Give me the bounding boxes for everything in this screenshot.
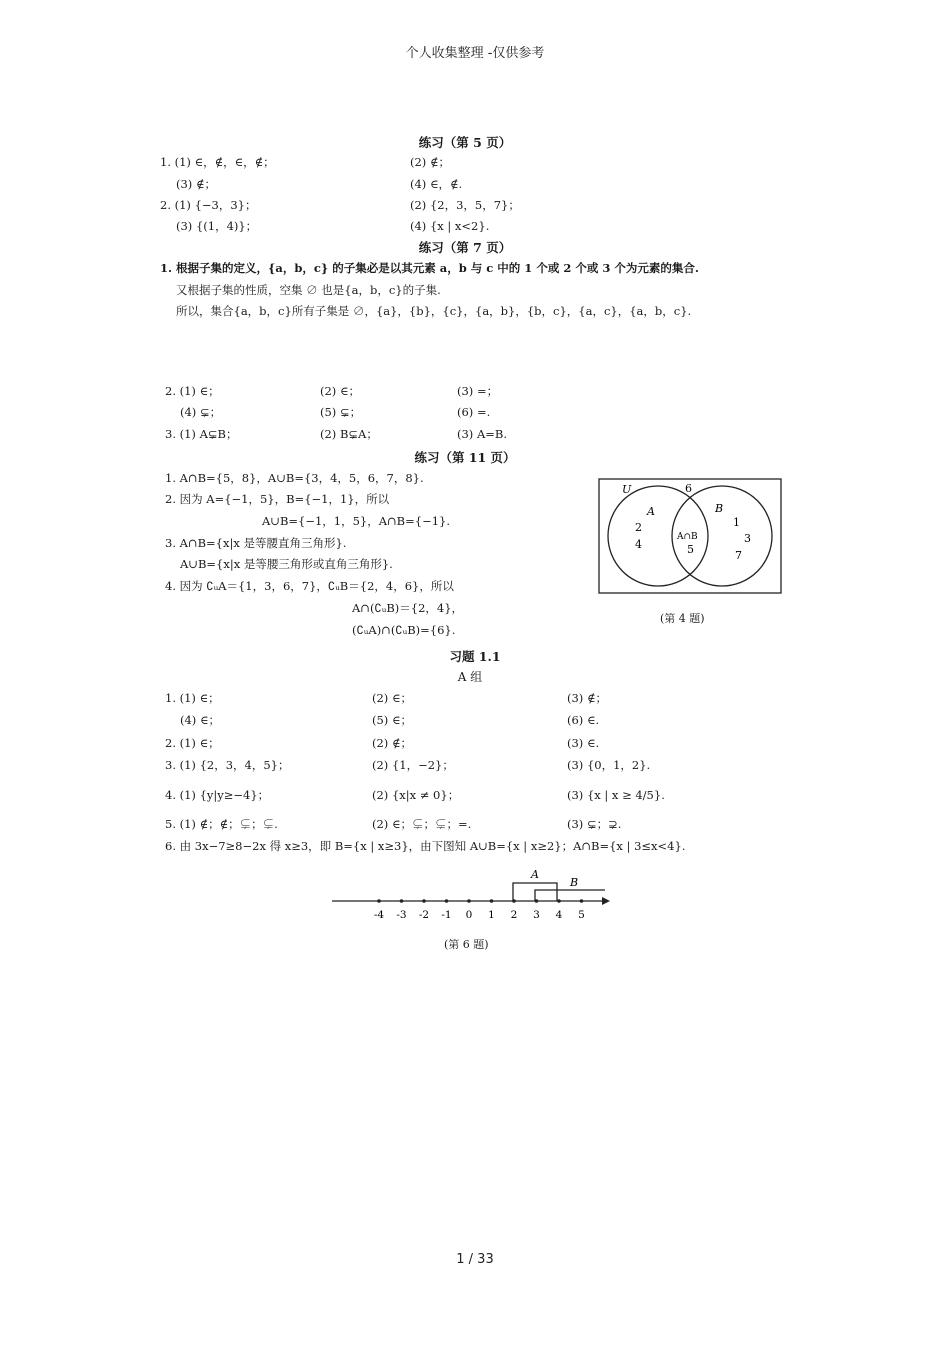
tick-mark <box>422 899 426 903</box>
answer-line: 2. 因为 A={−1，5}，B={−1，1}，所以 <box>165 492 390 506</box>
venn-label-five: 5 <box>687 543 694 556</box>
answer-line: 2. (1) ∈； <box>165 384 220 398</box>
tick-mark <box>557 899 561 903</box>
tick-label: -2 <box>418 909 430 921</box>
venn-label-u: U <box>622 483 632 496</box>
answer-line: A∪B={x|x 是等腰三角形或直角三角形}. <box>180 557 393 571</box>
exercise-title: 习题 1.1 <box>449 649 501 664</box>
section-title-p7: 练习（第 7 页） <box>418 240 512 255</box>
answer-line: (2) {2，3，5，7}； <box>410 198 520 212</box>
tick-label: 0 <box>465 909 473 921</box>
tick-label: -1 <box>441 909 452 921</box>
answer-line: 4. 因为 ∁ᵤA＝{1，3，6，7}，∁ᵤB＝{2，4，6}，所以 <box>165 579 454 593</box>
answer-line: 2. (1) {−3，3}； <box>160 198 257 212</box>
answer-line: (2) ∈；⊊；⊊；=. <box>372 817 472 831</box>
answer-line: 1. A∩B={5，8}，A∪B={3，4，5，6，7，8}. <box>165 471 424 485</box>
tick-label: -3 <box>396 909 407 921</box>
venn-label-intersection: A∩B <box>677 532 698 542</box>
answer-line: (5) ∈； <box>372 713 412 727</box>
tick-label: 1 <box>488 909 495 921</box>
answer-line: (2) ∉； <box>372 736 412 750</box>
answer-line: 1. (1) ∈； <box>165 691 220 705</box>
answer-line: (6) ∈. <box>567 713 600 727</box>
paragraph-line: 1. 根据子集的定义，{a，b，c} 的子集必是以其元素 a，b 与 c 中的 1 个或 2 个或 3 个为元素的集合. <box>160 261 699 275</box>
set-a-label: A <box>531 868 539 881</box>
answer-line: A∩(∁ᵤB)＝{2，4}， <box>352 601 464 615</box>
page-number: 1 / 33 <box>456 1252 494 1267</box>
venn-label-one: 1 <box>733 516 740 529</box>
answer-line: 5. (1) ∉；∉；⊊；⊊. <box>165 817 278 831</box>
tick-mark <box>580 899 584 903</box>
answer-line: (3) ∉； <box>567 691 607 705</box>
venn-label-b: B <box>715 502 724 515</box>
section-title-p5: 练习（第 5 页） <box>418 135 512 150</box>
answer-line: (6) =. <box>457 405 491 419</box>
answer-line: (3) {x | x ≥ 4/5}. <box>567 788 665 802</box>
paragraph-line: 所以，集合{a，b，c}所有子集是 ∅，{a}，{b}，{c}，{a，b}，{b，c}，{a，c}，{a，b，c}. <box>176 304 692 318</box>
tick-label: 4 <box>555 909 563 921</box>
page-header: 个人收集整理 -仅供参考 <box>405 46 545 61</box>
answer-line: 4. (1) {y|y≥−4}； <box>165 788 270 802</box>
set-b-label: B <box>570 876 579 889</box>
section-title-p11: 练习（第 11 页） <box>414 450 516 465</box>
tick-mark <box>535 899 539 903</box>
axis-arrow-icon <box>602 897 610 905</box>
answer-line: 3. (1) {2，3，4，5}； <box>165 758 290 772</box>
answer-line: (∁ᵤA)∩(∁ᵤB)={6}. <box>352 623 456 637</box>
answer-line: (4) ⊊； <box>180 405 222 419</box>
answer-line: (5) ⊊； <box>320 405 362 419</box>
answer-line: 3. (1) A⊊B； <box>165 427 238 441</box>
venn-diagram <box>598 478 782 594</box>
tick-mark <box>377 899 381 903</box>
answer-line: (4) {x | x<2}. <box>410 219 490 233</box>
answer-line: (3) ∉； <box>176 177 216 191</box>
answer-line: 1. (1) ∈，∉，∈，∉； <box>160 155 275 169</box>
figure-caption-6: (第 6 题) <box>444 938 489 951</box>
venn-label-a: A <box>647 505 655 518</box>
tick-mark <box>467 899 471 903</box>
venn-label-six: 6 <box>685 482 692 495</box>
tick-mark <box>490 899 494 903</box>
answer-line: (3) {0，1，2}. <box>567 758 651 772</box>
answer-line: (2) ∈； <box>372 691 412 705</box>
answer-line: (2) {1，−2}； <box>372 758 454 772</box>
tick-mark <box>445 899 449 903</box>
number-line-ticks <box>374 899 585 921</box>
venn-label-two: 2 <box>635 521 642 534</box>
answer-line: (3) A=B. <box>457 427 507 441</box>
tick-label: 2 <box>510 909 518 921</box>
venn-label-four: 4 <box>635 538 642 551</box>
paragraph-line: 又根据子集的性质，空集 ∅ 也是{a，b，c}的子集. <box>176 283 441 297</box>
answer-line: (2) ∉； <box>410 155 450 169</box>
venn-label-seven: 7 <box>735 549 742 562</box>
answer-line: (4) ∈； <box>180 713 220 727</box>
answer-line: 6. 由 3x−7≥8−2x 得 x≥3，即 B={x | x≥3}，由下图知 A∪B={x | x≥2}；A∩B={x | 3≤x<4}. <box>165 839 686 853</box>
tick-mark <box>400 899 404 903</box>
tick-label: -4 <box>373 909 385 921</box>
answer-line: (3) =； <box>457 384 499 398</box>
tick-label: 3 <box>533 909 540 921</box>
answer-line: (3) {(1，4)}； <box>176 219 258 233</box>
tick-label: 5 <box>578 909 585 921</box>
answer-line: (4) ∈，∉. <box>410 177 463 191</box>
answer-line: (2) B⊊A； <box>320 427 378 441</box>
answer-line: A∪B={−1，1，5}，A∩B={−1}. <box>262 514 451 528</box>
answer-line: 3. A∩B={x|x 是等腰直角三角形}. <box>165 536 347 550</box>
venn-label-three: 3 <box>744 532 751 545</box>
answer-line: (3) ∈. <box>567 736 600 750</box>
figure-caption-4: (第 4 题) <box>660 612 705 625</box>
answer-line: (3) ⊊；⊋. <box>567 817 622 831</box>
answer-line: (2) {x|x ≠ 0}； <box>372 788 460 802</box>
number-line <box>330 866 610 924</box>
set-b-bracket <box>535 890 605 901</box>
answer-line: 2. (1) ∈； <box>165 736 220 750</box>
group-title: A 组 <box>457 670 483 684</box>
tick-mark <box>512 899 516 903</box>
answer-line: (2) ∈； <box>320 384 360 398</box>
